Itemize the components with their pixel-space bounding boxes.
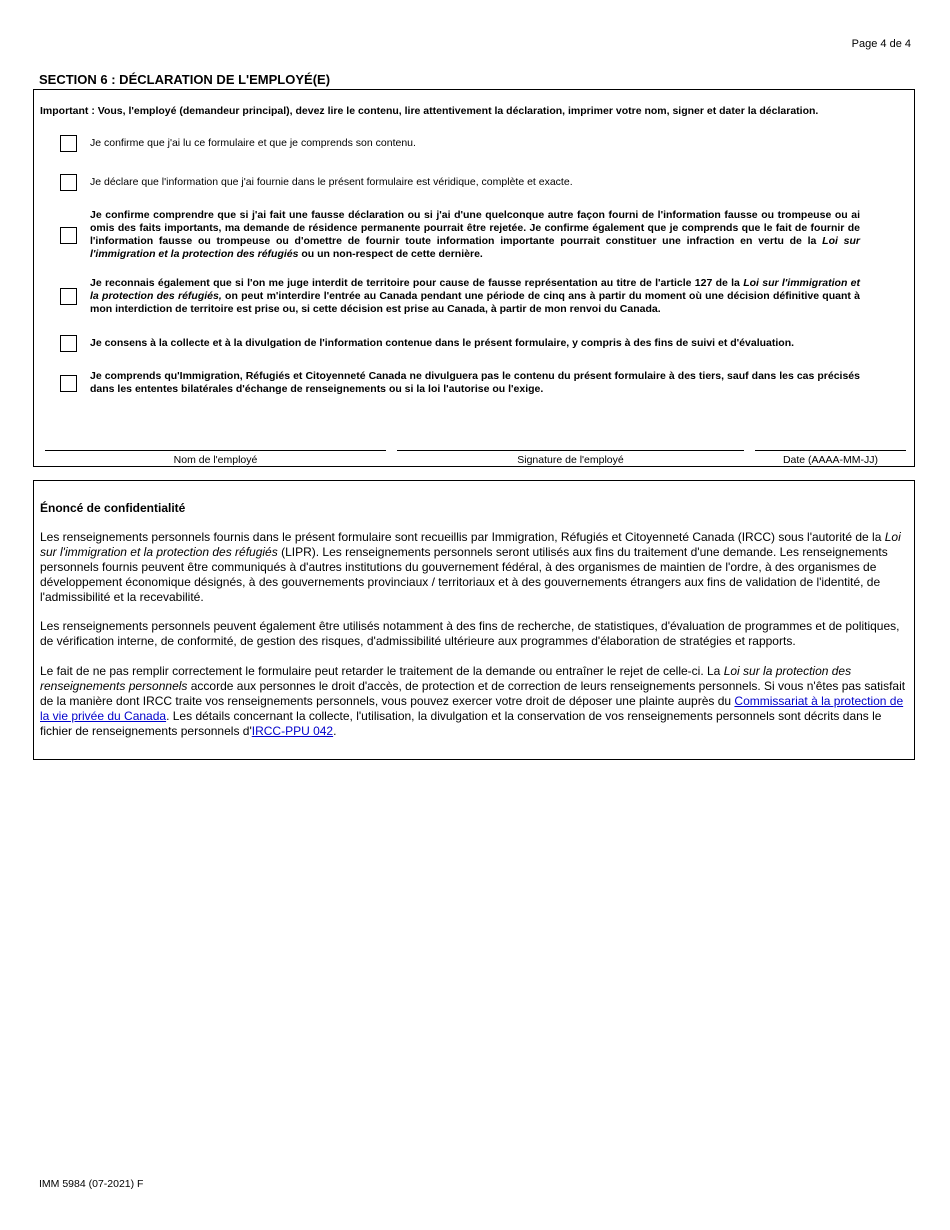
date-label: Date (AAAA-MM-JJ) — [782, 454, 879, 466]
form-identifier: IMM 5984 (07-2021) F — [39, 1178, 144, 1190]
declaration-item-misrepresentation — [60, 208, 860, 262]
date-line[interactable] — [755, 450, 906, 451]
privacy-statement-box — [33, 480, 915, 760]
declaration-item-read — [60, 134, 860, 152]
important-notice: Important : Vous, l'employé (demandeur principal), devez lire le contenu, lire attentivement la déclaration, imprimer votre nom, signer et dater la déclaration. — [40, 105, 819, 117]
employee-signature-line[interactable] — [397, 450, 744, 451]
privacy-paragraph-1: Les renseignements personnels fournis dans le présent formulaire sont recueillis par Immigration, Réfugiés et Citoyenneté Canada (IRCC) sous l'autorité de la Loi sur l'immigration et la protection des réfugiés (LIPR). Les renseignements personnels seront utilisés aux fins du traitement d'une demande. Les renseignements personnels fournis peuvent être communiqués à d'autres institutions du gouvernement fédéral, à des organismes de maintien de l'ordre, à des organismes de développement économique désignés, à des gouvernements provinciaux / territoriaux et à des gouvernements étrangers aux fins de validation de l'identité, de l'admissibilité et la recevabilité. — [40, 530, 901, 604]
section-title: SECTION 6 : DÉCLARATION DE L'EMPLOYÉ(E) — [39, 72, 331, 87]
declaration-item-inadmissibility — [60, 276, 860, 317]
employee-signature-label: Signature de l'employé — [517, 454, 624, 466]
disclosure-checkbox[interactable] — [60, 375, 77, 392]
page-number: Page 4 de 4 — [851, 38, 911, 50]
declaration-box — [33, 89, 915, 467]
truthful-info-checkbox[interactable] — [60, 174, 77, 191]
misrepresentation-checkbox[interactable] — [60, 227, 77, 244]
consent-checkbox[interactable] — [60, 335, 77, 352]
employee-name-line[interactable] — [45, 450, 386, 451]
declaration-item-text: Je comprends qu'Immigration, Réfugiés et Citoyenneté Canada ne divulguera pas le contenu du présent formulaire à des tiers, sauf dans les cas précisés dans les ententes bilatérales d'échange de renseignements ou si la loi l'autorise ou l'exige. — [90, 370, 860, 395]
privacy-title: Énoncé de confidentialité — [40, 501, 186, 515]
privacy-commissioner-link[interactable]: Commissariat à la protection de la vie privée du Canada — [40, 694, 904, 723]
privacy-paragraph-3: Le fait de ne pas remplir correctement le formulaire peut retarder le traitement de la demande ou entraîner le rejet de celle-ci. La Loi sur la protection des renseignements personnels accorde aux personnes le droit d'accès, de protection et de correction de leurs renseignements personnels. Si vous n'êtes pas satisfait de la manière dont IRCC traite vos renseignements personnels, vous pouvez exercer votre droit de déposer une plainte auprès du Commissariat à la protection de la vie privée du Canada. Les détails concernant la collecte, l'utilisation, la divulgation et la conservation de vos renseignements personnels sont décrits dans le fichier de renseignements personnels d'IRCC-PPU 042. — [40, 664, 906, 738]
declaration-item-text: Je consens à la collecte et à la divulgation de l'information contenue dans le présent formulaire, y compris à des fins de suivi et d'évaluation. — [90, 336, 795, 349]
ircc-ppu-042-link[interactable]: IRCC-PPU 042 — [251, 724, 334, 738]
declaration-item-text: Je déclare que l'information que j'ai fournie dans le présent formulaire est véridique, complète et exacte. — [90, 175, 573, 188]
declaration-item-text: Je confirme que j'ai lu ce formulaire et que je comprends son contenu. — [90, 136, 416, 149]
declaration-item-text: Je confirme comprendre que si j'ai fait une fausse déclaration ou si j'ai d'une quelconque autre façon fourni de l'information fausse ou trompeuse ou ai omis des faits importants, ma demande de résidence permanente pourrait être rejetée. Je confirme également que je comprends que le fait de fournir de l'information fausse ou trompeuse ou d'omettre de fournir toute information importante pourrait constituer une infraction en vertu de la Loi sur l'immigration et la protection des réfugiés ou un non-respect de cette dernière. — [90, 209, 860, 260]
declaration-item-consent — [60, 334, 860, 352]
employee-name-label: Nom de l'employé — [173, 454, 258, 466]
declaration-item-text: Je reconnais également que si l'on me juge interdit de territoire pour cause de fausse représentation au titre de l'article 127 de la Loi sur l'immigration et la protection des réfugiés, on peut m'interdire l'entrée au Canada pendant une période de cinq ans à partir du moment où une décision définitive quant à mon interdiction de territoire est prise ou, si cette décision est prise au Canada, à partir de mon renvoi du Canada. — [90, 277, 860, 315]
inadmissibility-checkbox[interactable] — [60, 288, 77, 305]
privacy-paragraph-2: Les renseignements personnels peuvent également être utilisés notamment à des fins de recherche, de statistiques, d'évaluation de programmes et de politiques, de vérification interne, de conformité, de gestion des risques, d'admissibilité ultérieure aux programmes d'élaboration de stratégies et rapports. — [40, 619, 900, 648]
declaration-item-truthful — [60, 173, 860, 191]
declaration-item-disclosure — [60, 369, 860, 397]
read-form-checkbox[interactable] — [60, 135, 77, 152]
